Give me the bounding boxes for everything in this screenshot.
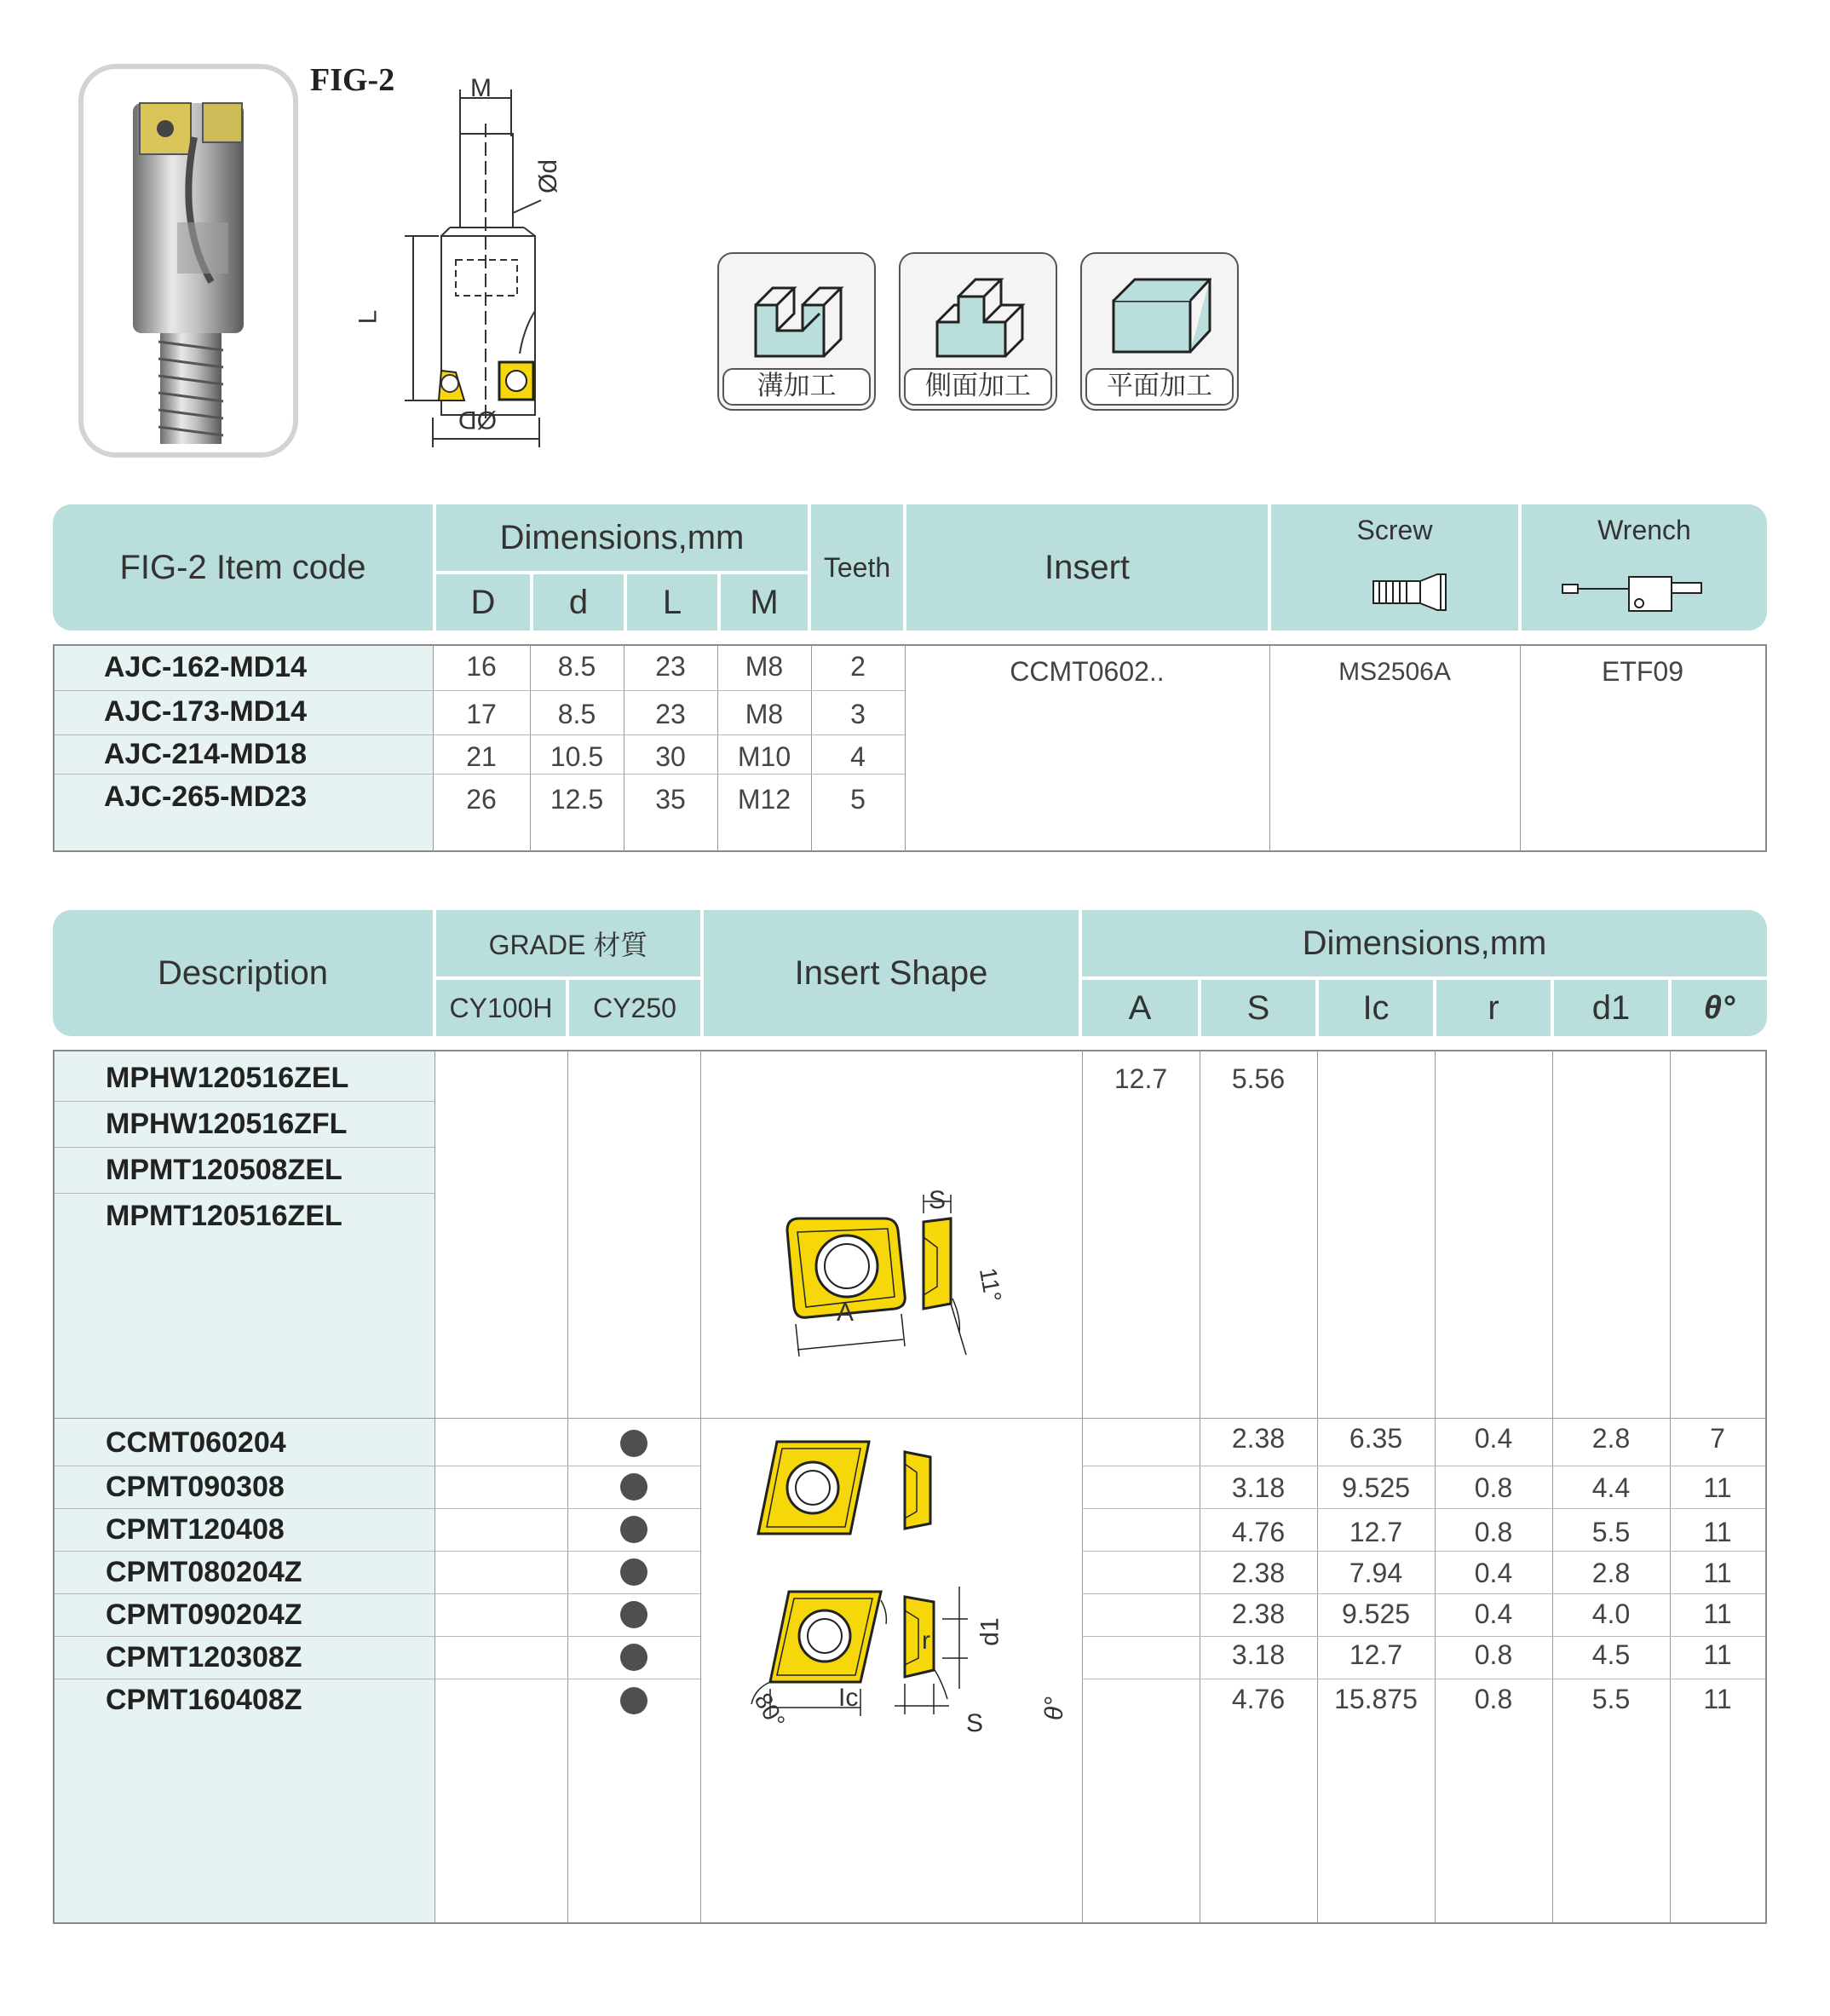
item-code: AJC-214-MD18 (104, 738, 308, 770)
cell-Ic: 9.525 (1341, 1472, 1411, 1503)
col-d1: d1 (1591, 988, 1631, 1027)
wrench-value: ETF09 (1601, 656, 1684, 687)
col-cy250: CY250 (593, 992, 676, 1023)
col-grade: GRADE 材質 (488, 930, 648, 960)
screw-value: MS2506A (1338, 658, 1451, 686)
cell-d1: 2.8 (1591, 1423, 1631, 1454)
cell-S: 3.18 (1231, 1472, 1286, 1503)
table2-body (53, 1050, 1767, 1924)
col-teeth: Teeth (823, 551, 891, 583)
table1-header (53, 504, 1767, 631)
cell-M: M12 (737, 784, 791, 815)
cell-Ic: 6.35 (1349, 1423, 1403, 1454)
slot-milling-card (717, 252, 876, 411)
description-code: CPMT090308 (106, 1471, 285, 1503)
cell-teeth: 2 (850, 651, 866, 682)
col-item-code: FIG-2 Item code (119, 548, 366, 586)
cell-D: 16 (466, 651, 497, 682)
description-code: CPMT090204Z (106, 1598, 302, 1631)
shape-80-label: 80° (749, 1688, 791, 1733)
table1-body (53, 644, 1767, 852)
cell-M: M8 (745, 651, 784, 682)
col-insert-shape: Insert Shape (794, 953, 988, 992)
slot-milling-icon (751, 271, 845, 365)
cell-theta: 11 (1703, 1517, 1732, 1547)
end-mill-drawing-icon (349, 72, 554, 447)
tool-photo (78, 64, 298, 458)
figure-title: FIG-2 (310, 62, 395, 98)
col-M: M (750, 583, 779, 621)
cell-r: 0.8 (1474, 1684, 1513, 1714)
shape-ic-label: Ic (838, 1684, 859, 1712)
cell-d1: 4.4 (1591, 1472, 1631, 1503)
cell-theta: 7 (1710, 1423, 1725, 1454)
col-screw: Screw (1356, 514, 1433, 545)
col-S: S (1246, 988, 1270, 1027)
cell-theta: 11 (1703, 1684, 1732, 1714)
insert-value: CCMT0602.. (1010, 656, 1165, 687)
col-description: Description (157, 953, 329, 992)
cell-Ic: 9.525 (1341, 1598, 1411, 1629)
col-L: L (662, 583, 682, 621)
dim-big-d-label: ØD (458, 406, 497, 434)
cell-L: 23 (655, 651, 686, 682)
table2-header (53, 910, 1767, 1036)
cell-Ic: 12.7 (1349, 1517, 1403, 1547)
cell-S: 4.76 (1231, 1517, 1286, 1547)
cell-D: 17 (466, 699, 497, 729)
shape-r-label: r (922, 1627, 930, 1655)
cell-Ic: 7.94 (1349, 1558, 1403, 1588)
cell-S: 4.76 (1231, 1684, 1286, 1714)
col-dimensions: Dimensions,mm (499, 518, 745, 556)
cpmt-insert-diagram (745, 1433, 1068, 1765)
description-code: MPHW120516ZEL (106, 1062, 349, 1094)
shape-s-label: S (929, 1186, 947, 1214)
cell-S: 2.38 (1231, 1558, 1286, 1588)
dim-m-label: M (470, 74, 492, 102)
cell-D: 21 (466, 741, 497, 772)
cell-d1: 5.5 (1591, 1517, 1631, 1547)
cell-r: 0.8 (1474, 1639, 1513, 1670)
col-r: r (1488, 988, 1499, 1027)
cell-r: 0.8 (1474, 1517, 1513, 1547)
cell-d1: 5.5 (1591, 1684, 1631, 1714)
cell-theta: 11 (1703, 1639, 1732, 1670)
item-code: AJC-162-MD14 (104, 651, 308, 683)
description-code: MPHW120516ZFL (106, 1108, 348, 1140)
cy250-dot (620, 1516, 647, 1543)
item-code: AJC-265-MD23 (104, 780, 308, 813)
cell-d1: 2.8 (1591, 1558, 1631, 1588)
col-wrench: Wrench (1597, 514, 1691, 545)
description-code: CPMT120308Z (106, 1641, 302, 1673)
col-A: A (1128, 988, 1152, 1027)
face-milling-label: 平面加工 (1085, 368, 1234, 406)
cy250-dot (620, 1644, 647, 1671)
cell-D: 26 (466, 784, 497, 815)
col-cy100h: CY100H (449, 992, 553, 1023)
cell-L: 23 (655, 699, 686, 729)
cell-d1: 4.0 (1591, 1598, 1631, 1629)
cell-d1: 4.5 (1591, 1639, 1631, 1670)
cell-S: 2.38 (1231, 1598, 1286, 1629)
item-code: AJC-173-MD14 (104, 695, 308, 728)
cell-r: 0.8 (1474, 1472, 1513, 1503)
cell-r: 0.4 (1474, 1423, 1513, 1454)
cell-L: 35 (655, 784, 686, 815)
cell-teeth: 5 (850, 784, 866, 815)
cell-d: 12.5 (550, 784, 604, 815)
dim-l-label: L (354, 309, 383, 325)
dim-d-label: Ød (534, 158, 563, 194)
face-milling-icon (1109, 275, 1211, 360)
cell-d: 10.5 (550, 741, 604, 772)
slot-milling-label: 溝加工 (722, 368, 871, 406)
description-code: MPMT120508ZEL (106, 1154, 342, 1186)
cell-M: M8 (745, 699, 784, 729)
cy250-dot (620, 1687, 647, 1714)
description-code: CPMT160408Z (106, 1684, 302, 1716)
side-milling-icon (933, 271, 1027, 365)
cy250-dot (620, 1473, 647, 1500)
cell-L: 30 (655, 741, 686, 772)
cell-S: 2.38 (1231, 1423, 1286, 1454)
cell-d: 8.5 (557, 699, 596, 729)
tool-drawing (349, 72, 563, 447)
shape-a-label: A (837, 1299, 855, 1327)
description-code: MPMT120516ZEL (106, 1200, 342, 1232)
face-milling-card (1080, 252, 1239, 411)
cell-theta: 11 (1703, 1472, 1732, 1503)
col-dimensions: Dimensions,mm (1302, 924, 1547, 962)
cell-theta: 11 (1703, 1558, 1732, 1588)
shape-s-label: S (966, 1709, 984, 1737)
col-D: D (470, 583, 496, 621)
cy250-dot (620, 1601, 647, 1628)
cy250-dot (620, 1558, 647, 1586)
cell-theta: 11 (1703, 1598, 1732, 1629)
cell-teeth: 3 (850, 699, 866, 729)
cell-S: 5.56 (1231, 1063, 1286, 1094)
cell-r: 0.4 (1474, 1558, 1513, 1588)
shape-theta-label: θ° (1040, 1696, 1069, 1721)
side-milling-card (899, 252, 1057, 411)
cell-r: 0.4 (1474, 1598, 1513, 1629)
col-d: d (568, 583, 589, 621)
cell-teeth: 4 (850, 741, 866, 772)
col-theta: θ° (1703, 989, 1735, 1026)
cy250-dot (620, 1430, 647, 1457)
description-code: CPMT120408 (106, 1513, 285, 1546)
cell-Ic: 15.875 (1334, 1684, 1418, 1714)
cell-S: 3.18 (1231, 1639, 1286, 1670)
cell-Ic: 12.7 (1349, 1639, 1403, 1670)
shape-d1-label: d1 (975, 1617, 1004, 1646)
screw-icon (1369, 571, 1454, 613)
shape-angle-label: 11° (974, 1265, 1007, 1305)
cell-M: M10 (737, 741, 791, 772)
description-code: CPMT080204Z (106, 1556, 302, 1588)
col-Ic: Ic (1362, 988, 1390, 1027)
description-code: CCMT060204 (106, 1426, 286, 1459)
wrench-icon (1561, 573, 1714, 615)
cell-d: 8.5 (557, 651, 596, 682)
side-milling-label: 側面加工 (904, 368, 1052, 406)
cell-A: 12.7 (1114, 1063, 1168, 1094)
end-mill-photo-icon (83, 69, 293, 452)
mphw-insert-diagram (770, 1120, 1060, 1392)
col-insert: Insert (1044, 548, 1131, 586)
